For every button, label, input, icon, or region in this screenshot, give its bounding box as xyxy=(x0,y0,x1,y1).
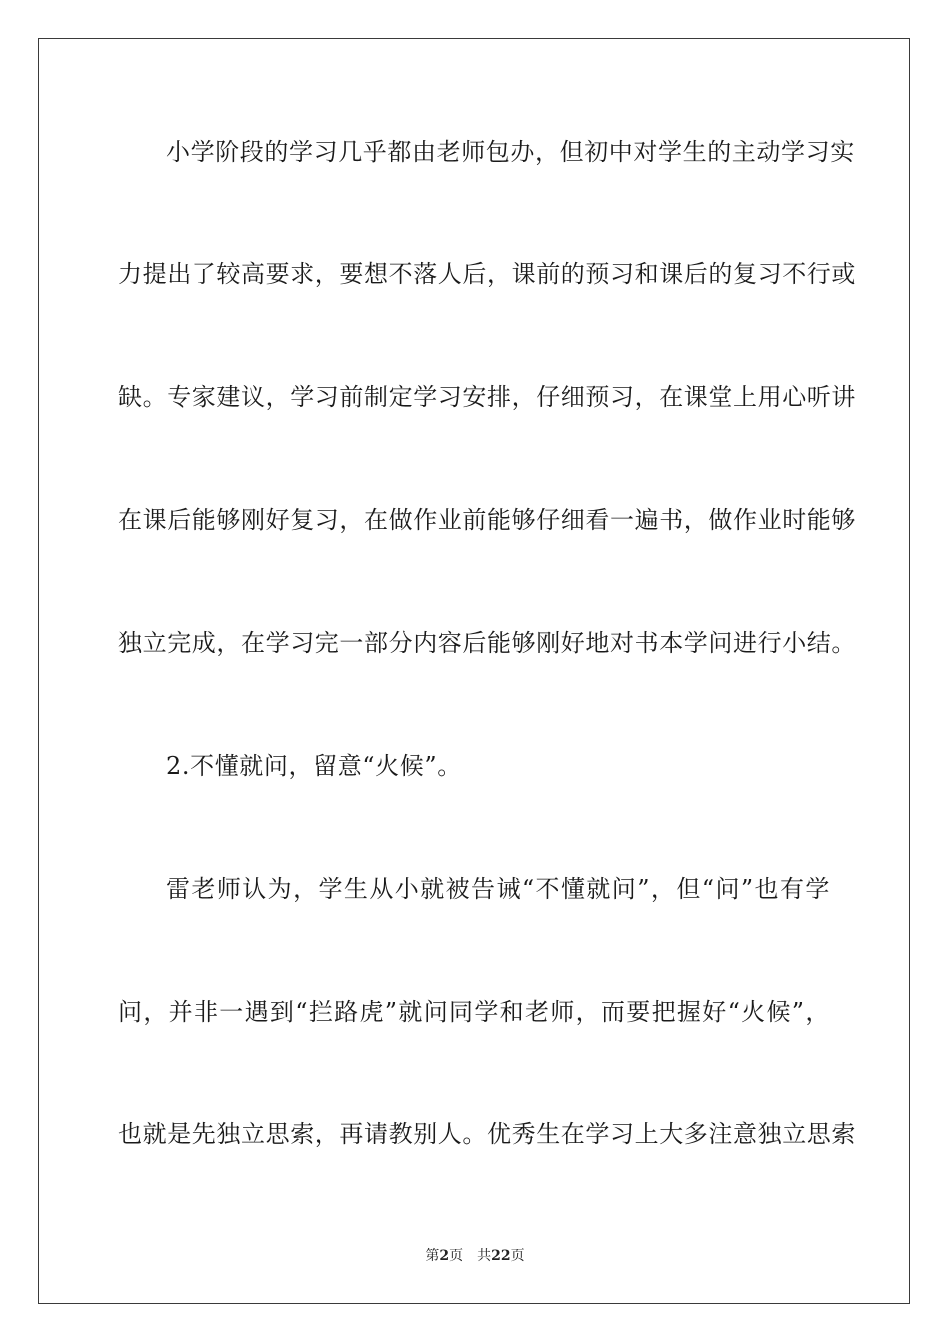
paragraph-line: 力提出了较高要求，要想不落人后，课前的预习和课后的复习不行或 xyxy=(118,260,856,288)
page-prefix: 第 xyxy=(425,1248,440,1264)
paragraph-line: 独立完成，在学习完一部分内容后能够刚好地对书本学问进行小结。 xyxy=(118,629,856,657)
total-pages: 22 xyxy=(491,1248,511,1264)
paragraph-line: 也就是先独立思索，再请教别人。优秀生在学习上大多注意独立思索 xyxy=(118,1120,856,1148)
paragraph-line: 缺。专家建议，学习前制定学习安排，仔细预习，在课堂上用心听讲 xyxy=(118,383,856,411)
page-border xyxy=(38,38,910,1304)
page-number: 2 xyxy=(439,1248,450,1264)
paragraph-line: 在课后能够刚好复习，在做作业前能够仔细看一遍书，做作业时能够 xyxy=(118,506,856,534)
paragraph-line: 雷老师认为，学生从小就被告诫“不懂就问”，但“问”也有学 xyxy=(166,875,830,903)
page-suffix: 页 xyxy=(449,1248,464,1264)
paragraph-line: 小学阶段的学习几乎都由老师包办，但初中对学生的主动学习实 xyxy=(166,138,855,166)
total-prefix: 共 xyxy=(477,1248,492,1264)
page-footer xyxy=(0,1247,950,1265)
paragraph-line: 问，并非一遇到“拦路虎”就问同学和老师，而要把握好“火候”， xyxy=(118,998,830,1026)
section-heading: 2.不懂就问，留意“火候”。 xyxy=(166,752,462,780)
total-suffix: 页 xyxy=(510,1248,525,1264)
